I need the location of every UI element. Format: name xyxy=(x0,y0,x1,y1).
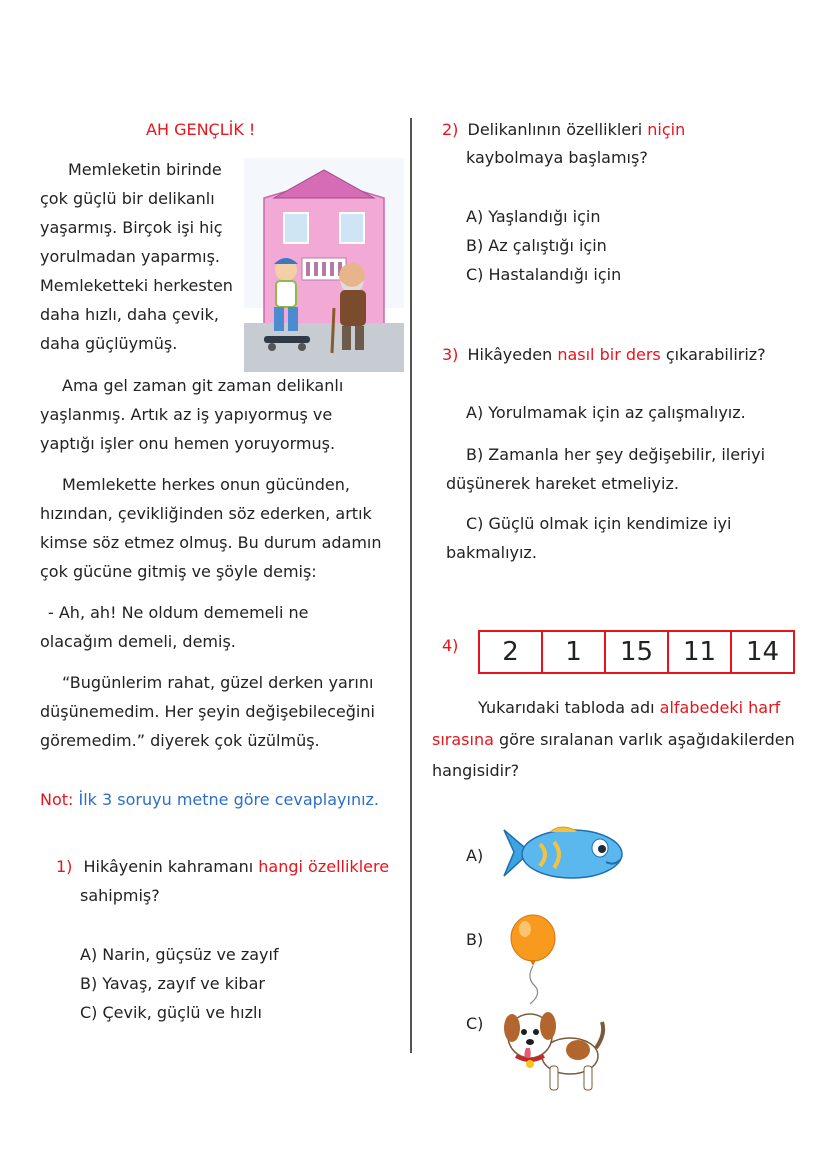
story-line: Memlekette herkes onun gücünden, xyxy=(62,475,350,494)
question-highlight: niçin xyxy=(647,120,686,139)
note-text: İlk 3 soruyu metne göre cevaplayınız. xyxy=(78,790,380,809)
question-text: kaybolmaya başlamış? xyxy=(466,148,648,167)
question-3 xyxy=(442,345,766,365)
story-line: çok güçlü bir delikanlı xyxy=(40,189,215,208)
option-b[interactable]: B) Yavaş, zayıf ve kibar xyxy=(80,974,265,993)
question-text-part: Yukarıdaki tabloda adı xyxy=(478,698,660,717)
question-text xyxy=(432,730,795,750)
question-text: Hikâyeden xyxy=(467,345,558,364)
story-line: yaşarmış. Birçok işi hiç xyxy=(40,218,223,237)
story-line: daha güçlüymüş. xyxy=(40,334,178,353)
question-highlight: alfabedeki harf xyxy=(659,698,781,717)
question-highlight: hangi özelliklere xyxy=(258,857,390,876)
question-text-part: göre sıralanan varlık aşağıdakilerden xyxy=(493,730,795,749)
question-text xyxy=(478,698,780,718)
story-line: düşünemedim. Her şeyin değişebileceğini xyxy=(40,702,375,721)
note xyxy=(40,790,379,810)
table-cell: 14 xyxy=(731,631,794,673)
option-b[interactable]: B) Zamanla her şey değişebilir, ileriyi xyxy=(466,445,766,464)
option-a[interactable]: A) Yaşlandığı için xyxy=(466,207,601,226)
option-c[interactable]: C) Güçlü olmak için kendimize iyi xyxy=(466,514,732,533)
story-illustration xyxy=(244,158,404,372)
question-text: Hikâyenin kahramanı xyxy=(83,857,259,876)
story-line: - Ah, ah! Ne oldum dememeli ne xyxy=(48,603,309,622)
story-line: hızından, çevikliğinden söz ederken, artık xyxy=(40,504,372,523)
story-line: “Bugünlerim rahat, güzel derken yarını xyxy=(62,673,374,692)
dog-icon[interactable] xyxy=(500,1004,608,1096)
question-highlight: nasıl bir ders xyxy=(557,345,661,364)
question-number: 2) xyxy=(442,120,459,139)
option-b[interactable]: B) Az çalıştığı için xyxy=(466,236,607,255)
story-line: Memleketin birinde xyxy=(68,160,222,179)
story-line: çok gücüne gitmiş ve şöyle demiş: xyxy=(40,562,317,581)
column-divider xyxy=(410,118,412,1053)
story-line: yaşlanmış. Artık az iş yapıyormuş ve xyxy=(40,405,333,424)
option-b-cont[interactable]: düşünerek hareket etmeliyiz. xyxy=(446,474,679,493)
question-2 xyxy=(442,120,685,140)
question-text: hangisidir? xyxy=(432,761,520,780)
option-a[interactable]: A) xyxy=(466,846,484,865)
option-c[interactable]: C) xyxy=(466,1014,484,1033)
option-a[interactable]: A) Narin, güçsüz ve zayıf xyxy=(80,945,279,964)
question-number: 3) xyxy=(442,345,459,364)
story-line: yorulmadan yaparmış. xyxy=(40,247,220,266)
story-line: olacağım demeli, demiş. xyxy=(40,632,236,651)
balloon-icon[interactable] xyxy=(508,914,558,1006)
table-cell: 11 xyxy=(668,631,731,673)
question-number: 4) xyxy=(442,636,459,655)
option-a[interactable]: A) Yorulmamak için az çalışmalıyız. xyxy=(466,403,746,422)
question-text: Delikanlının özellikleri xyxy=(467,120,648,139)
table-cell: 15 xyxy=(605,631,668,673)
table-cell: 2 xyxy=(479,631,542,673)
table-cell: 1 xyxy=(542,631,605,673)
question-highlight: sırasına xyxy=(432,730,494,749)
story-line: Memleketteki herkesten xyxy=(40,276,233,295)
option-b[interactable]: B) xyxy=(466,930,484,949)
story-line: göremedim.” diyerek çok üzülmüş. xyxy=(40,731,320,750)
note-label: Not: xyxy=(40,790,74,809)
option-c[interactable]: C) Hastalandığı için xyxy=(466,265,622,284)
story-line: Ama gel zaman git zaman delikanlı xyxy=(62,376,344,395)
question-text: çıkarabiliriz? xyxy=(660,345,766,364)
question-1 xyxy=(56,857,389,877)
option-c-cont[interactable]: bakmalıyız. xyxy=(446,543,537,562)
story-line: yaptığı işler onu hemen yoruyormuş. xyxy=(40,434,336,453)
story-line: kimse söz etmez olmuş. Bu durum adamın xyxy=(40,533,382,552)
question-text: sahipmiş? xyxy=(80,886,160,905)
page-title: AH GENÇLİK ! xyxy=(146,120,256,139)
question-number: 1) xyxy=(56,857,73,876)
story-line: daha hızlı, daha çevik, xyxy=(40,305,219,324)
number-table xyxy=(478,630,795,674)
option-c[interactable]: C) Çevik, güçlü ve hızlı xyxy=(80,1003,262,1022)
fish-icon[interactable] xyxy=(500,822,632,884)
